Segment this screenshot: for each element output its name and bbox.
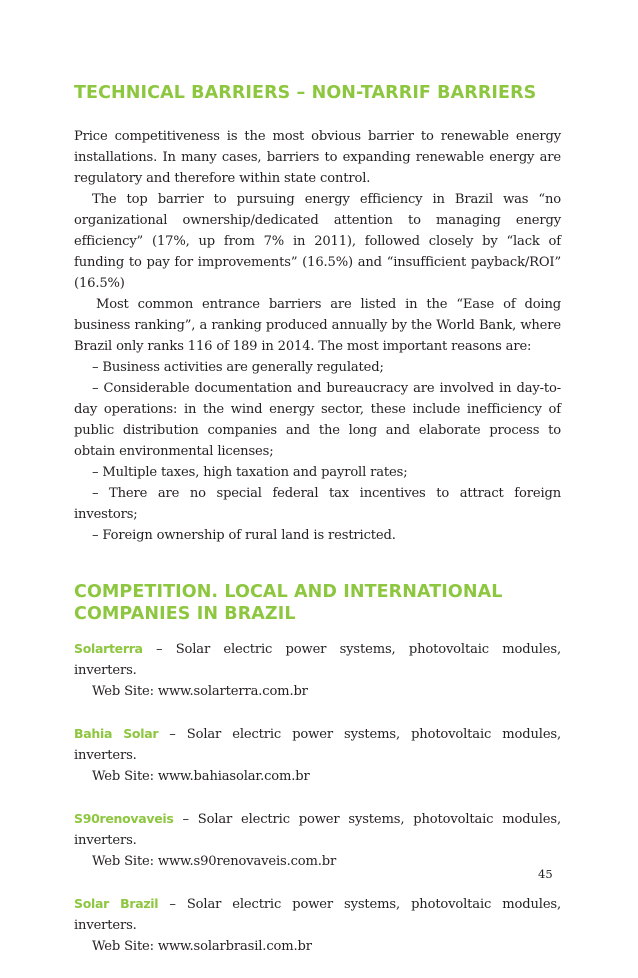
paragraph-top-barrier: The top barrier to pursuing energy efficiency in Brazil was “no organizational ownership/dedicated attention to managing energy efficiency” (17%, up from 7% in 2011), followed closely by “lack of funding to pay for improvements” (16.5%) and “insufficient payback/ROI” (16.5%) xyxy=(74,192,561,291)
company-entry xyxy=(74,638,561,702)
paragraph-price-competitiveness: Price competitiveness is the most obvious barrier to renewable energy installations. In many cases, barriers to expanding renewable energy are regulatory and therefore within state control. xyxy=(74,129,561,186)
company-description: – Solar electric power systems, photovoltaic modules, inverters. xyxy=(74,727,561,763)
company-name: Solar Brazil xyxy=(74,896,159,911)
company-line xyxy=(74,893,561,936)
company-entry xyxy=(74,808,561,872)
company-line xyxy=(74,808,561,851)
company-website: Web Site: www.solarbrasil.com.br xyxy=(92,939,312,954)
section-title-competition: COMPETITION. LOCAL AND INTERNATIONAL COMPANIES IN BRAZIL xyxy=(74,582,503,624)
company-website: Web Site: www.solarterra.com.br xyxy=(92,684,308,699)
company-website: Web Site: www.s90renovaveis.com.br xyxy=(92,854,337,869)
company-line xyxy=(74,638,561,681)
company-name: Solarterra xyxy=(74,641,143,656)
company-description: – Solar electric power systems, photovoltaic modules, inverters. xyxy=(74,812,561,848)
company-website: Web Site: www.bahiasolar.com.br xyxy=(92,769,310,784)
page-content xyxy=(74,82,561,978)
company-name: Bahia Solar xyxy=(74,726,159,741)
bullet-item: – There are no special federal tax incentives to attract foreign investors; xyxy=(74,486,561,522)
section-title-technical-barriers: TECHNICAL BARRIERS – NON-TARRIF BARRIERS xyxy=(74,83,537,103)
company-name: S90renovaveis xyxy=(74,811,174,826)
bullet-item: – Considerable documentation and bureaucracy are involved in day-to-day operations: in the wind energy sector, these include inefficiency of public distribution companies and the long and elaborate process to obtain environmental licenses; xyxy=(74,381,561,459)
company-description: – Solar electric power systems, photovoltaic modules, inverters. xyxy=(74,642,561,678)
company-description: – Solar electric power systems, photovoltaic modules, inverters. xyxy=(74,897,561,933)
bullet-item: – Foreign ownership of rural land is restricted. xyxy=(92,528,396,543)
page-number: 45 xyxy=(538,867,553,881)
company-line xyxy=(74,723,561,766)
bullet-item: – Multiple taxes, high taxation and payroll rates; xyxy=(92,465,408,480)
company-entry xyxy=(74,893,561,957)
company-entry xyxy=(74,723,561,787)
paragraph-entrance-barriers: Most common entrance barriers are listed in the “Ease of doing business ranking”, a ranking produced annually by the World Bank, where Brazil only ranks 116 of 189 in 2014. The most important reasons are: xyxy=(74,297,561,354)
bullet-item: – Business activities are generally regulated; xyxy=(92,360,384,375)
